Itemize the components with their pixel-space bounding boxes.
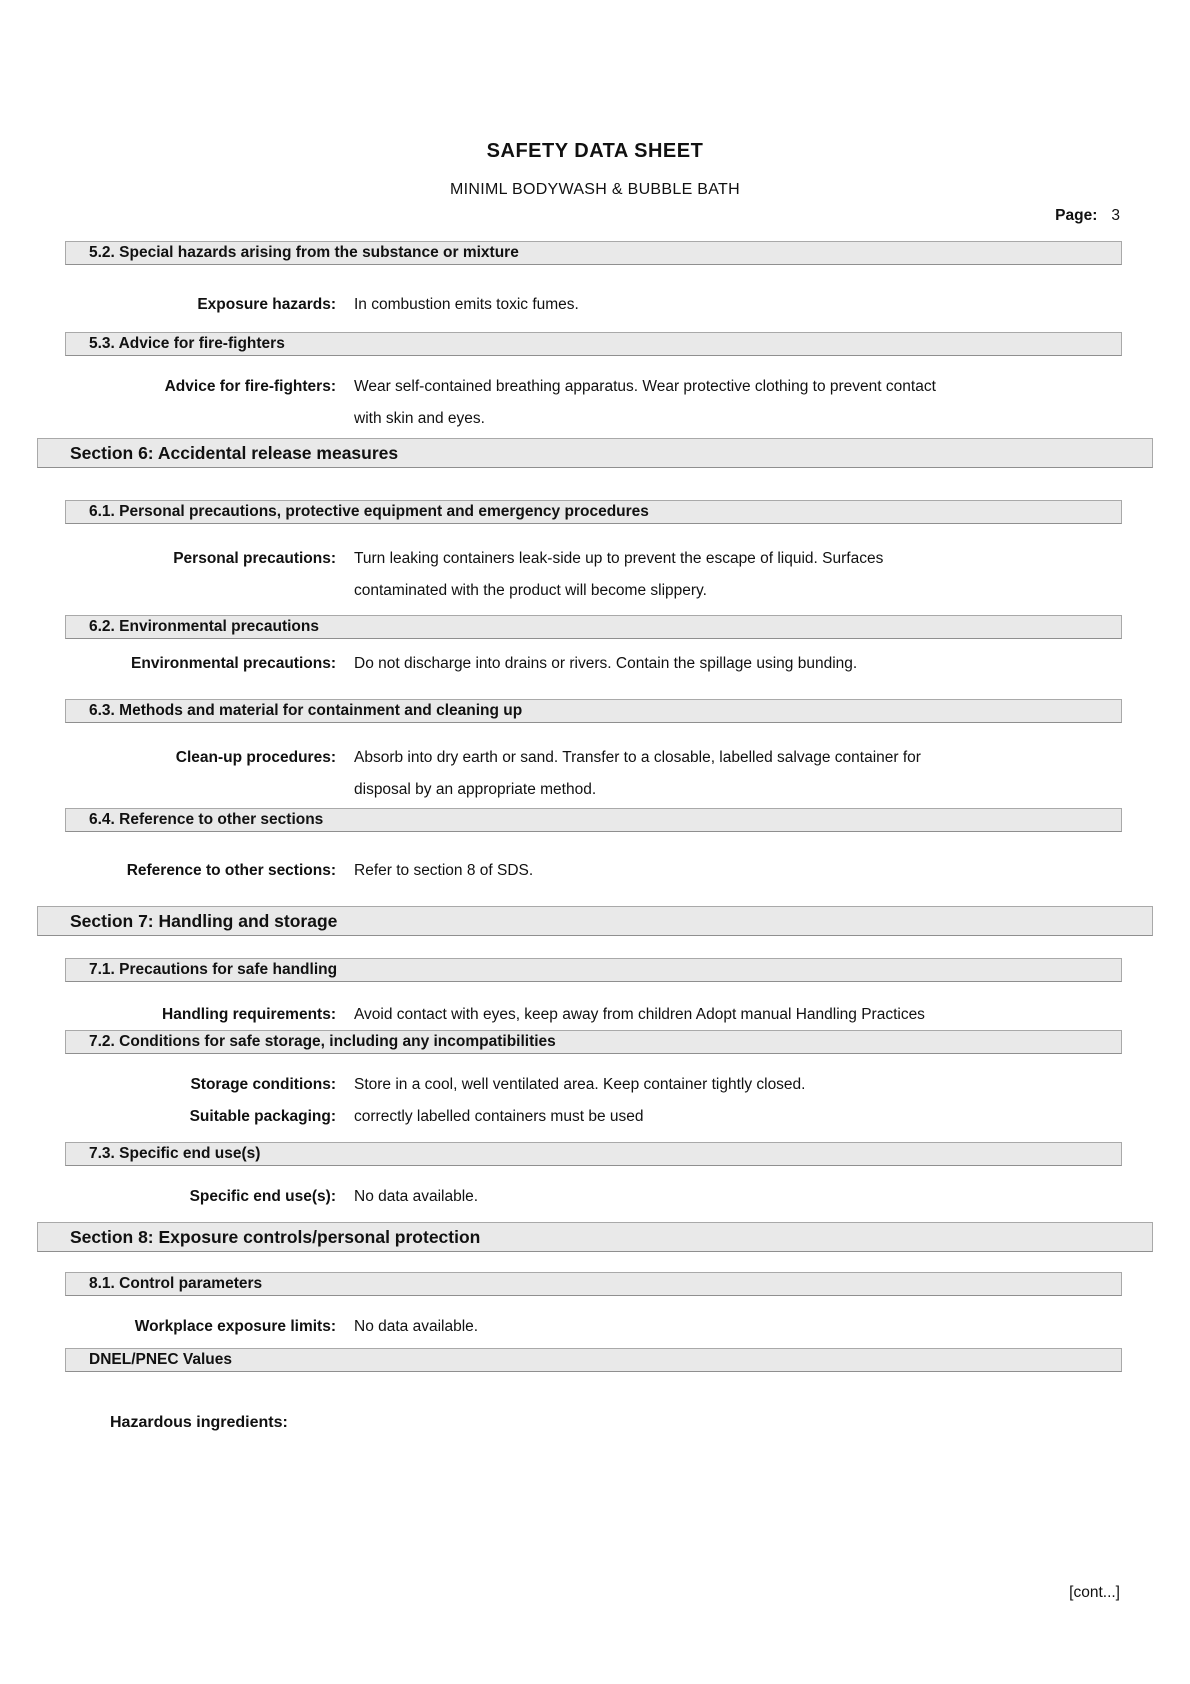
page-number-row bbox=[0, 207, 1120, 225]
section-heading-7-1-text: 7.1. Precautions for safe handling bbox=[89, 961, 338, 978]
field-value-environmental-precautions bbox=[354, 655, 1190, 673]
section-heading-8-1 bbox=[65, 1272, 1122, 1296]
field-label-suitable-packaging: Suitable packaging: bbox=[189, 1108, 336, 1125]
field-value-handling-requirements bbox=[354, 1006, 1190, 1024]
section-heading-5-2 bbox=[65, 241, 1122, 265]
field-row-advice-fire-fighters bbox=[0, 378, 1190, 428]
field-value-personal-precautions bbox=[354, 550, 1190, 600]
section-heading-7 bbox=[37, 906, 1153, 936]
section-heading-6-3-text: 6.3. Methods and material for containment and cleaning up bbox=[89, 702, 523, 719]
page-number: 3 bbox=[1111, 207, 1120, 224]
field-row-exposure-hazards bbox=[0, 296, 1190, 314]
continuation-marker: [cont...] bbox=[1069, 1584, 1120, 1601]
field-row-suitable-packaging bbox=[0, 1108, 1190, 1126]
section-heading-6-4 bbox=[65, 808, 1122, 832]
section-heading-5-2-text: 5.2. Special hazards arising from the substance or mixture bbox=[89, 244, 519, 261]
field-row-reference-other-sections bbox=[0, 862, 1190, 880]
field-label-handling-requirements: Handling requirements: bbox=[162, 1006, 336, 1023]
section-heading-dnel-pnec bbox=[65, 1348, 1122, 1372]
field-value-storage-conditions bbox=[354, 1076, 1190, 1094]
hazardous-ingredients-label: Hazardous ingredients: bbox=[110, 1414, 288, 1431]
field-value-workplace-exposure-limits bbox=[354, 1318, 1190, 1336]
field-value-line: In combustion emits toxic fumes. bbox=[354, 296, 579, 313]
section-heading-6-text: Section 6: Accidental release measures bbox=[70, 442, 399, 463]
field-value-line: Do not discharge into drains or rivers. Contain the spillage using bunding. bbox=[354, 655, 858, 672]
field-value-line: No data available. bbox=[354, 1318, 479, 1335]
field-label-workplace-exposure-limits: Workplace exposure limits: bbox=[134, 1318, 336, 1335]
field-row-storage-conditions bbox=[0, 1076, 1190, 1094]
page-label: Page: bbox=[1055, 207, 1098, 224]
field-label-reference-other-sections: Reference to other sections: bbox=[126, 862, 336, 879]
field-value-exposure-hazards bbox=[354, 296, 1190, 314]
field-label-storage-conditions: Storage conditions: bbox=[190, 1076, 336, 1093]
field-value-line: No data available. bbox=[354, 1188, 479, 1205]
field-row-workplace-exposure-limits bbox=[0, 1318, 1190, 1336]
field-label-advice-fire-fighters: Advice for fire-fighters: bbox=[164, 378, 336, 395]
section-heading-5-3-text: 5.3. Advice for fire-fighters bbox=[89, 335, 285, 352]
field-value-line: Store in a cool, well ventilated area. Keep container tightly closed. bbox=[354, 1076, 806, 1093]
product-name: MINIML BODYWASH & BUBBLE BATH bbox=[450, 181, 740, 198]
field-value-specific-end-uses bbox=[354, 1188, 1190, 1206]
field-value-reference-other-sections bbox=[354, 862, 1190, 880]
section-heading-8-1-text: 8.1. Control parameters bbox=[89, 1275, 263, 1292]
field-value-line: Refer to section 8 of SDS. bbox=[354, 862, 534, 879]
section-heading-6-4-text: 6.4. Reference to other sections bbox=[89, 811, 324, 828]
field-label-cleanup-procedures: Clean-up procedures: bbox=[175, 749, 336, 766]
field-row-specific-end-uses bbox=[0, 1188, 1190, 1206]
field-value-line: with skin and eyes. bbox=[354, 410, 485, 427]
section-heading-7-3 bbox=[65, 1142, 1122, 1166]
field-label-specific-end-uses: Specific end use(s): bbox=[189, 1188, 336, 1205]
section-heading-6-3 bbox=[65, 699, 1122, 723]
field-value-line: Avoid contact with eyes, keep away from children Adopt manual Handling Practices bbox=[354, 1006, 925, 1023]
field-value-line: Absorb into dry earth or sand. Transfer to a closable, labelled salvage container for bbox=[354, 749, 921, 766]
field-value-line: correctly labelled containers must be used bbox=[354, 1108, 644, 1125]
section-heading-5-3 bbox=[65, 332, 1122, 356]
field-label-environmental-precautions: Environmental precautions: bbox=[131, 655, 336, 672]
section-heading-6-1 bbox=[65, 500, 1122, 524]
field-label-exposure-hazards: Exposure hazards: bbox=[197, 296, 336, 313]
section-heading-6 bbox=[37, 438, 1153, 468]
section-heading-8-text: Section 8: Exposure controls/personal protection bbox=[70, 1226, 481, 1247]
field-value-suitable-packaging bbox=[354, 1108, 1190, 1126]
document-header bbox=[0, 0, 1190, 199]
field-row-personal-precautions bbox=[0, 550, 1190, 600]
section-heading-6-2 bbox=[65, 615, 1122, 639]
field-value-line: contaminated with the product will become slippery. bbox=[354, 582, 707, 599]
section-heading-7-1 bbox=[65, 958, 1122, 982]
section-heading-6-1-text: 6.1. Personal precautions, protective equipment and emergency procedures bbox=[89, 503, 649, 520]
field-row-handling-requirements bbox=[0, 1006, 1190, 1024]
field-value-cleanup-procedures bbox=[354, 749, 1190, 799]
document-title: SAFETY DATA SHEET bbox=[486, 140, 704, 162]
field-value-line: Turn leaking containers leak-side up to prevent the escape of liquid. Surfaces bbox=[354, 550, 884, 567]
section-heading-7-3-text: 7.3. Specific end use(s) bbox=[89, 1145, 261, 1162]
field-row-cleanup-procedures bbox=[0, 749, 1190, 799]
section-heading-7-text: Section 7: Handling and storage bbox=[70, 910, 338, 931]
field-value-line: Wear self-contained breathing apparatus. Wear protective clothing to prevent contact bbox=[354, 378, 936, 395]
section-heading-7-2-text: 7.2. Conditions for safe storage, including any incompatibilities bbox=[89, 1033, 556, 1050]
section-heading-dnel-pnec-text: DNEL/PNEC Values bbox=[89, 1351, 232, 1368]
section-heading-6-2-text: 6.2. Environmental precautions bbox=[89, 618, 319, 635]
field-row-environmental-precautions bbox=[0, 655, 1190, 673]
field-label-personal-precautions: Personal precautions: bbox=[173, 550, 336, 567]
field-value-advice-fire-fighters bbox=[354, 378, 1190, 428]
section-heading-8 bbox=[37, 1222, 1153, 1252]
section-heading-7-2 bbox=[65, 1030, 1122, 1054]
field-value-line: disposal by an appropriate method. bbox=[354, 781, 597, 798]
